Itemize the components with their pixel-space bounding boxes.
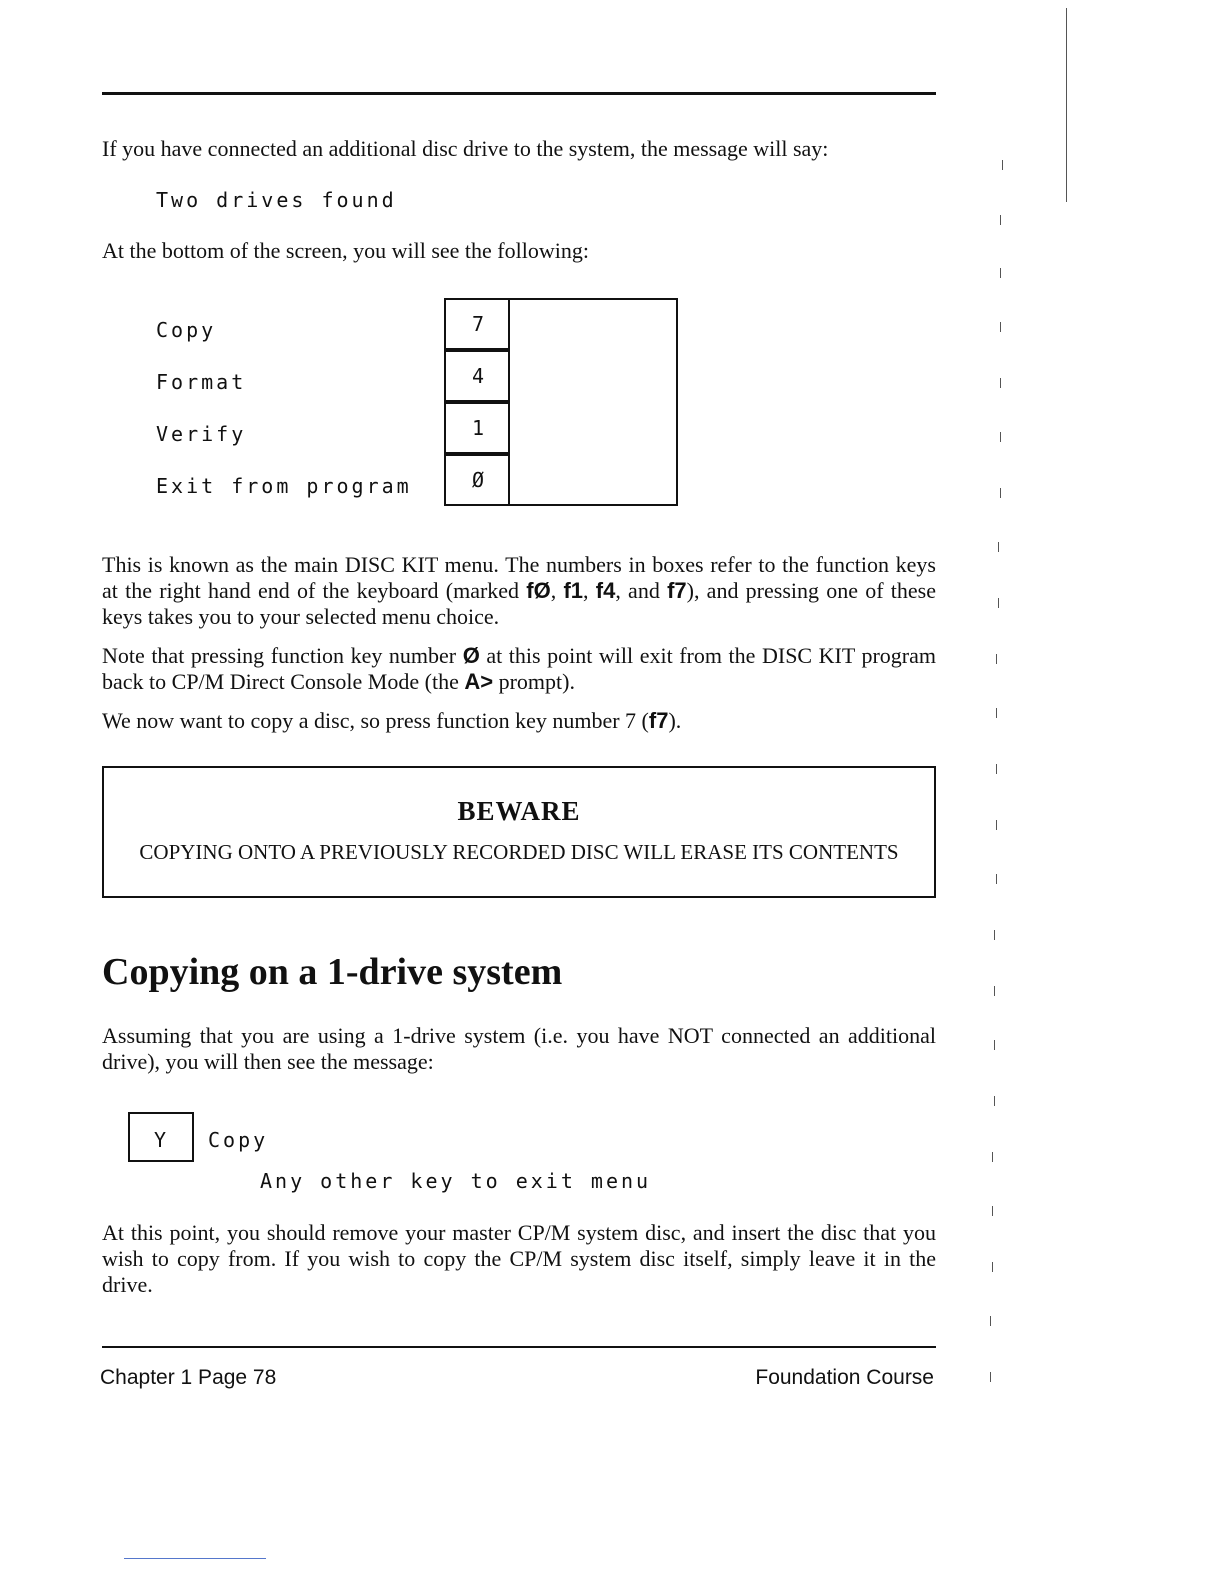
- key-f4: f4: [595, 578, 616, 603]
- key-f7-inline: f7: [648, 708, 669, 733]
- beware-box: [102, 766, 936, 898]
- drives-message: Two drives found: [156, 188, 397, 212]
- key-zero: Ø: [462, 643, 480, 668]
- menu-label-exit: Exit from program: [156, 474, 412, 498]
- menu-explanation-paragraph: This is known as the main DISC KIT menu. The numbers in boxes refer to the function keys at the right hand end of the keyboard (marked fØ, f1, f4, and f7), and pressing one of these keys takes you to your selected menu choice.: [102, 552, 936, 629]
- key-f0: fØ: [526, 578, 551, 603]
- menu-label-copy: Copy: [156, 318, 217, 342]
- key-f1: f1: [563, 578, 584, 603]
- beware-title: BEWARE: [457, 796, 581, 826]
- copy-menu-label: Copy: [208, 1128, 269, 1152]
- menu-label-verify: Verify: [156, 422, 247, 446]
- exit-menu-message: Any other key to exit menu: [260, 1169, 652, 1193]
- key-box-copy: 7: [444, 298, 510, 350]
- menu-label-format: Format: [156, 370, 247, 394]
- bottom-rule: [102, 1346, 936, 1348]
- bottom-screen-paragraph: At the bottom of the screen, you will see the following:: [102, 238, 589, 263]
- key-box-format: 4: [444, 350, 510, 402]
- intro-paragraph: If you have connected an additional disc drive to the system, the message will say:: [102, 136, 829, 161]
- key-box-exit: Ø: [444, 454, 510, 506]
- section-heading: Copying on a 1-drive system: [102, 951, 563, 993]
- right-edge-line: [1066, 8, 1067, 202]
- copy-instruction-paragraph: We now want to copy a disc, so press function key number 7 (f7).: [102, 708, 682, 733]
- key-f7: f7: [667, 578, 687, 603]
- beware-text: COPYING ONTO A PREVIOUSLY RECORDED DISC WILL ERASE ITS CONTENTS: [139, 840, 899, 864]
- footer-left: Chapter 1 Page 78: [100, 1366, 277, 1389]
- key-box-y: Y: [128, 1112, 194, 1162]
- footer-right: Foundation Course: [755, 1366, 934, 1389]
- assumption-paragraph: Assuming that you are using a 1-drive system (i.e. you have NOT connected an additional drive), you will then see the message:: [102, 1023, 936, 1074]
- prompt-text: A>: [464, 669, 494, 694]
- top-rule: [102, 92, 936, 95]
- key-box-verify: 1: [444, 402, 510, 454]
- bottom-scan-line: [124, 1558, 266, 1559]
- remove-disc-paragraph: At this point, you should remove your master CP/M system disc, and insert the disc that you wish to copy from. If you wish to copy the CP/M system disc itself, simply leave it in the drive.: [102, 1220, 936, 1297]
- exit-note-paragraph: Note that pressing function key number Ø at this point will exit from the DISC KIT program back to CP/M Direct Console Mode (the A> prompt).: [102, 643, 936, 694]
